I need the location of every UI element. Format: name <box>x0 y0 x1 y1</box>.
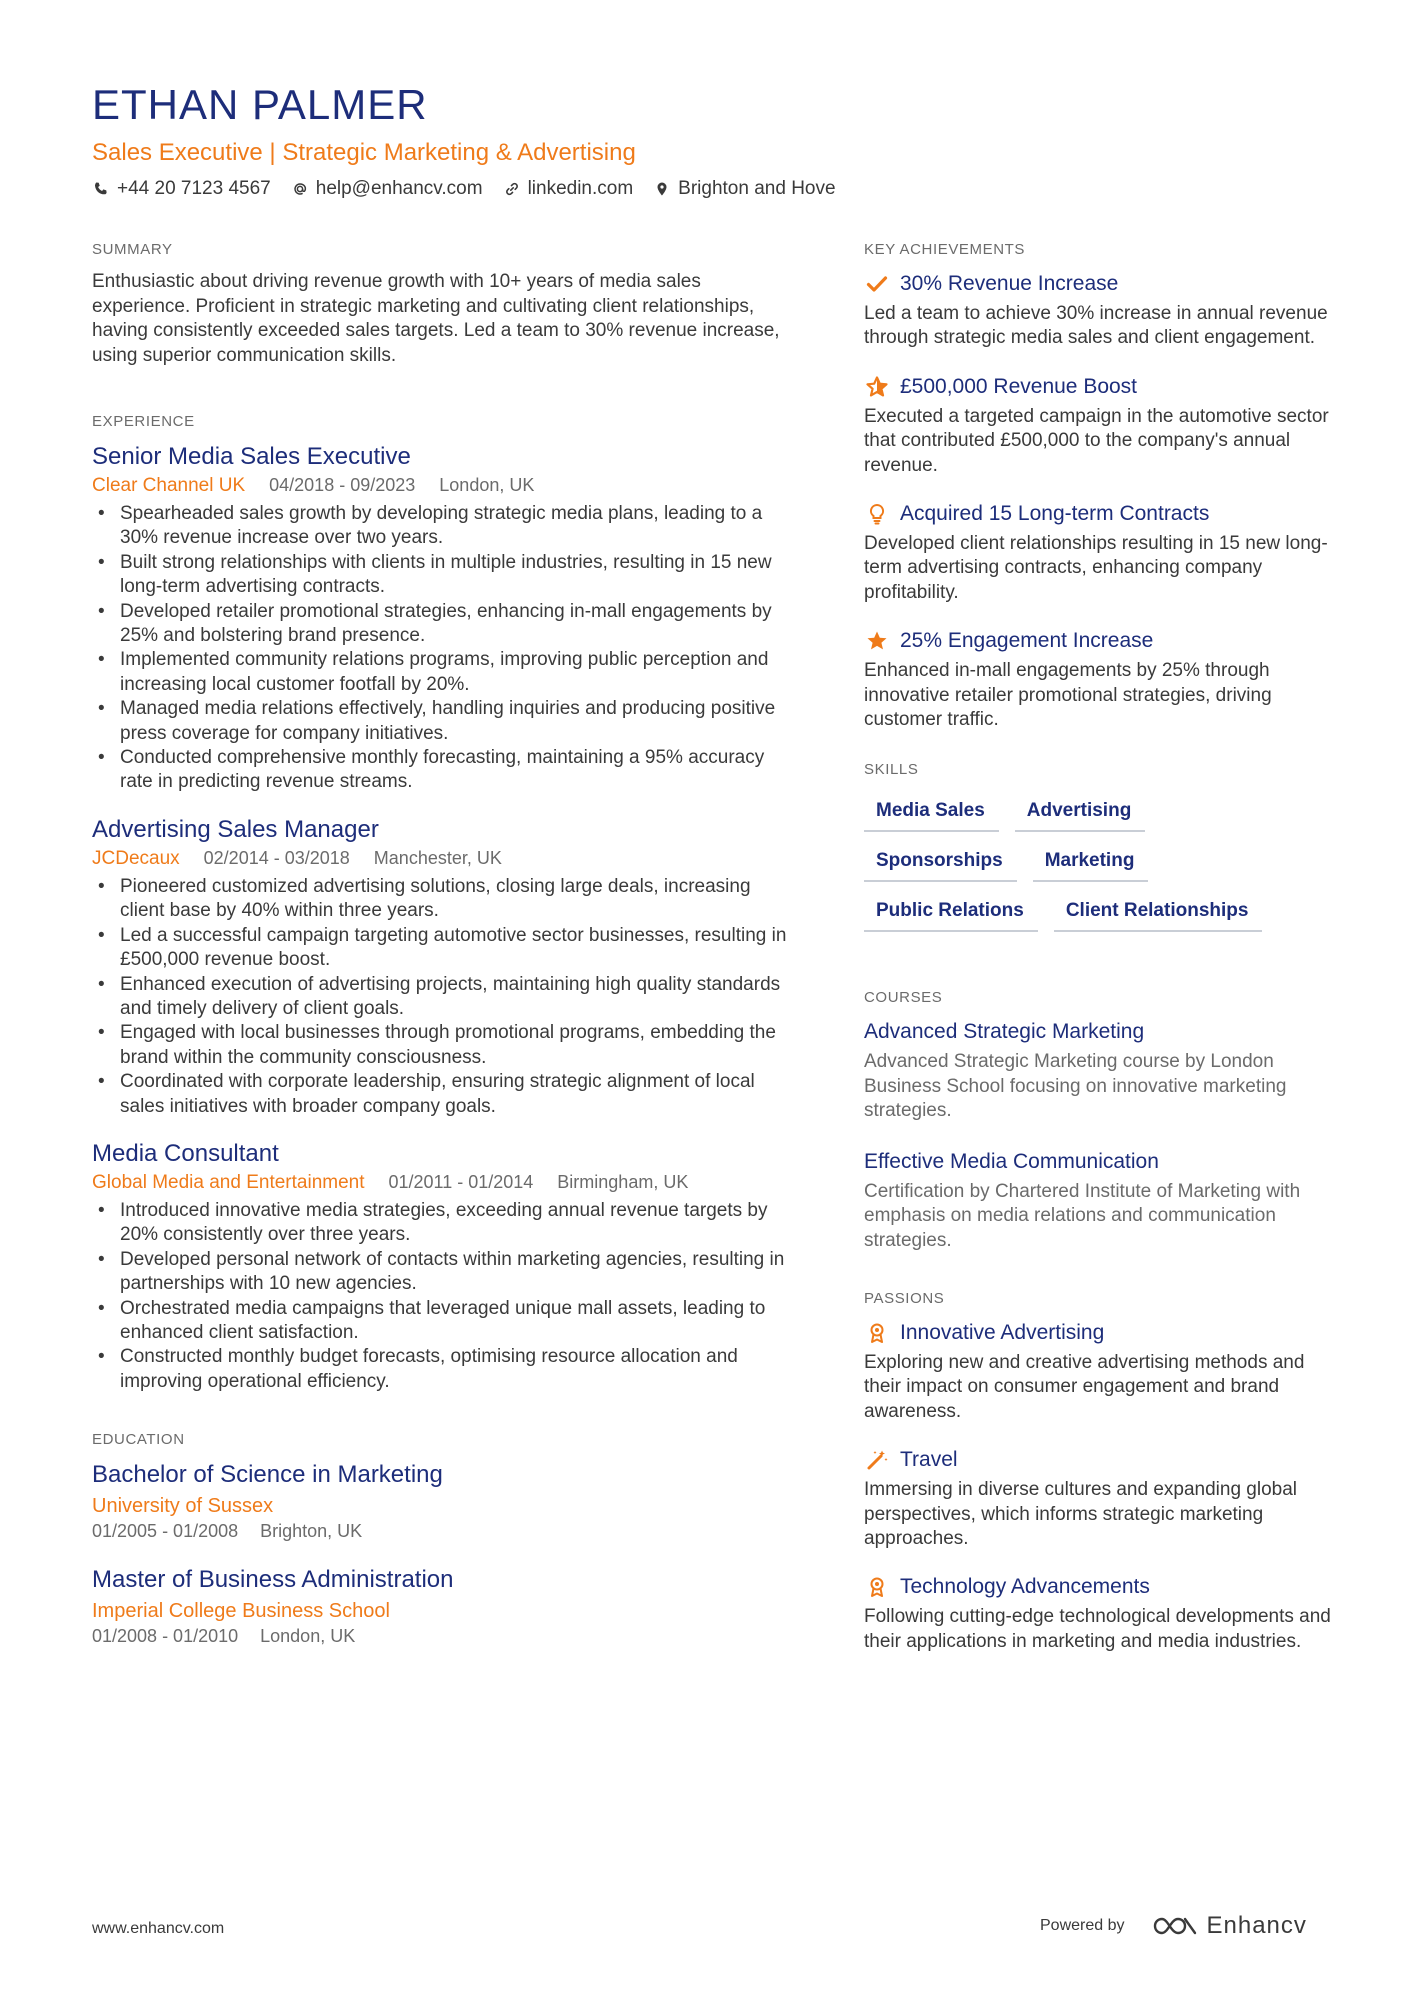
education-section <box>92 1430 792 1648</box>
contact-email[interactable] <box>291 176 483 202</box>
list-item: • Managed media relations effectively, handling inquiries and producing positive press coverage for company initiatives. <box>92 697 792 746</box>
course-description: Advanced Strategic Marketing course by London Business School focusing on innovative marketing strategies. <box>864 1051 1287 1122</box>
skill-tag: Client Relationships <box>1054 894 1263 932</box>
list-item: • Led a successful campaign targeting automotive sector businesses, resulting in £500,000 revenue boost. <box>92 924 792 973</box>
left-column <box>92 240 792 1692</box>
lightbulb-icon <box>864 501 890 527</box>
job-bullets <box>92 502 792 795</box>
job-bullets <box>92 1199 792 1394</box>
job-meta <box>92 846 792 871</box>
achievement-title: £500,000 Revenue Boost <box>900 374 1138 398</box>
education-location: Brighton, UK <box>260 1521 363 1542</box>
resume-header <box>92 80 1332 202</box>
passion-title: Innovative Advertising <box>900 1320 1105 1344</box>
job-meta <box>92 473 792 498</box>
contact-phone-text: +44 20 7123 4567 <box>117 178 271 199</box>
job-entry <box>92 1139 792 1394</box>
passion-description: Immersing in diverse cultures and expanding global perspectives, which informs strategic marketing approaches. <box>864 1479 1298 1549</box>
job-dates: 04/2018 - 09/2023 <box>269 475 416 495</box>
passion-item <box>864 1446 1334 1551</box>
star-outline-icon <box>864 374 890 400</box>
achievement-item <box>864 627 1334 732</box>
list-item: • Built strong relationships with clients in multiple industries, resulting in 15 new long-term advertising contracts. <box>92 551 792 600</box>
contact-linkedin[interactable] <box>503 176 634 202</box>
link-icon <box>503 180 521 198</box>
skill-tag: Sponsorships <box>864 844 1017 882</box>
skill-tag: Media Sales <box>864 794 999 832</box>
job-dates: 02/2014 - 03/2018 <box>203 847 350 868</box>
job-location: Birmingham, UK <box>557 1171 689 1192</box>
contact-email-text: help@enhancv.com <box>315 178 483 199</box>
job-company: JCDecaux <box>92 847 180 869</box>
education-degree: Master of Business Administration <box>92 1566 454 1594</box>
skill-tag: Marketing <box>1033 844 1149 882</box>
achievement-description: Enhanced in-mall engagements by 25% through innovative retailer promotional strategies, driving customer traffic. <box>864 660 1272 731</box>
list-item: • Spearheaded sales growth by developing strategic media plans, leading to a 30% revenue increase over two years. <box>92 502 792 551</box>
summary-section <box>92 240 792 368</box>
achievement-title: Acquired 15 Long-term Contracts <box>900 502 1210 526</box>
education-location: London, UK <box>260 1626 356 1647</box>
job-entry <box>92 815 792 1119</box>
job-title: Advertising Sales Manager <box>92 815 379 843</box>
star-filled-icon <box>864 628 890 654</box>
education-school: University of Sussex <box>92 1495 274 1518</box>
checkmark-icon <box>864 271 890 297</box>
award-ribbon-icon <box>864 1320 890 1346</box>
course-item <box>864 1148 1334 1253</box>
passion-item <box>864 1573 1334 1654</box>
enhancv-logo-icon <box>1151 1913 1199 1939</box>
list-item: • Orchestrated media campaigns that leveraged unique mall assets, leading to enhanced client satisfaction. <box>92 1297 792 1346</box>
contact-phone[interactable] <box>92 176 271 202</box>
contact-location-text: Brighton and Hove <box>678 178 836 199</box>
location-pin-icon <box>653 180 671 198</box>
footer-branding <box>1040 1912 1307 1940</box>
award-ribbon-icon <box>864 1574 890 1600</box>
education-entry <box>92 1565 792 1648</box>
job-entry <box>92 442 792 795</box>
list-item: • Pioneered customized advertising solutions, closing large deals, increasing client base by 40% within three years. <box>92 875 792 924</box>
list-item: • Developed retailer promotional strategies, enhancing in-mall engagements by 25% and bolstering brand presence. <box>92 600 792 649</box>
job-title: Senior Media Sales Executive <box>92 443 411 470</box>
courses-heading: COURSES <box>864 989 943 1007</box>
job-dates: 01/2011 - 01/2014 <box>388 1171 534 1192</box>
list-item: • Conducted comprehensive monthly forecasting, maintaining a 95% accuracy rate in predicting revenue streams. <box>92 746 792 795</box>
summary-heading: SUMMARY <box>92 241 173 258</box>
skills-list <box>864 794 1304 944</box>
achievement-title: 25% Engagement Increase <box>900 629 1154 653</box>
contact-location <box>653 176 835 202</box>
achievement-description: Led a team to achieve 30% increase in annual revenue through strategic media sales and client engagement. <box>864 303 1328 349</box>
right-column <box>864 240 1334 1698</box>
skills-heading: SKILLS <box>864 761 919 779</box>
list-item: • Engaged with local businesses through promotional programs, embedding the brand within the community consciousness. <box>92 1021 792 1070</box>
achievement-item <box>864 373 1334 478</box>
achievement-description: Developed client relationships resulting in 15 new long-term advertising contracts, enhancing company profitability. <box>864 533 1328 603</box>
phone-icon <box>92 180 110 198</box>
education-heading: EDUCATION <box>92 1431 185 1449</box>
job-meta <box>92 1170 792 1195</box>
passion-item <box>864 1319 1334 1424</box>
achievement-title: 30% Revenue Increase <box>900 272 1119 295</box>
course-title: Effective Media Communication <box>864 1149 1159 1173</box>
job-bullets <box>92 875 792 1119</box>
skill-tag: Advertising <box>1015 794 1146 832</box>
education-school: Imperial College Business School <box>92 1600 390 1623</box>
list-item: • Enhanced execution of advertising projects, maintaining high quality standards and timely delivery of client goals. <box>92 973 792 1022</box>
education-meta <box>92 1624 792 1648</box>
list-item: • Coordinated with corporate leadership, ensuring strategic alignment of local sales initiatives with broader company goals. <box>92 1070 792 1119</box>
education-meta <box>92 1519 792 1543</box>
skills-section <box>864 760 1334 944</box>
job-location: London, UK <box>439 475 535 495</box>
skill-tag: Public Relations <box>864 894 1038 932</box>
job-title: Media Consultant <box>92 1139 279 1167</box>
powered-by-label: Powered by <box>1040 1917 1125 1934</box>
experience-section <box>92 412 792 1394</box>
achievements-heading: KEY ACHIEVEMENTS <box>864 241 1026 258</box>
passion-title: Technology Advancements <box>900 1575 1150 1599</box>
contact-bar <box>92 176 1332 202</box>
achievements-section <box>864 240 1334 732</box>
magic-wand-icon <box>864 1447 890 1473</box>
passion-title: Travel <box>900 1448 958 1472</box>
education-degree: Bachelor of Science in Marketing <box>92 1461 443 1489</box>
job-company: Clear Channel UK <box>92 475 246 496</box>
course-description: Certification by Chartered Institute of Marketing with emphasis on media relations and communication strategies. <box>864 1180 1301 1251</box>
candidate-headline: Sales Executive | Strategic Marketing & Advertising <box>92 139 636 166</box>
education-dates: 01/2005 - 01/2008 <box>92 1521 239 1542</box>
achievement-item <box>864 500 1334 605</box>
summary-text: Enthusiastic about driving revenue growth with 10+ years of media sales experience. Proficient in strategic marketing and cultivating client relationships, having consistently exceeded sales targets. Led a team to 30% revenue increase, using superior communication skills. <box>92 271 780 366</box>
at-icon <box>291 180 309 198</box>
list-item: • Introduced innovative media strategies, exceeding annual revenue targets by 20% consistently over three years. <box>92 1199 792 1248</box>
job-company: Global Media and Entertainment <box>92 1171 365 1193</box>
passion-description: Exploring new and creative advertising methods and their impact on consumer engagement and brand awareness. <box>864 1351 1305 1422</box>
candidate-name: ETHAN PALMER <box>92 81 428 128</box>
education-entry <box>92 1460 792 1543</box>
list-item: • Developed personal network of contacts within marketing agencies, resulting in partnerships with 10 new agencies. <box>92 1248 792 1297</box>
passion-description: Following cutting-edge technological developments and their applications in marketing and media industries. <box>864 1606 1331 1652</box>
brand-name: Enhancv <box>1206 1912 1307 1939</box>
footer-website[interactable]: www.enhancv.com <box>92 1920 225 1937</box>
contact-linkedin-text: linkedin.com <box>527 178 634 199</box>
brand-logo[interactable] <box>1151 1912 1307 1940</box>
course-item <box>864 1018 1334 1123</box>
job-location: Manchester, UK <box>373 847 502 868</box>
course-title: Advanced Strategic Marketing <box>864 1020 1145 1044</box>
achievement-description: Executed a targeted campaign in the automotive sector that contributed £500,000 to the company's annual revenue. <box>864 405 1329 476</box>
education-dates: 01/2008 - 01/2010 <box>92 1626 239 1647</box>
list-item: • Constructed monthly budget forecasts, optimising resource allocation and improving operational efficiency. <box>92 1345 792 1394</box>
list-item: • Implemented community relations programs, improving public perception and increasing local customer footfall by 20%. <box>92 648 792 697</box>
experience-heading: EXPERIENCE <box>92 413 195 430</box>
courses-section <box>864 988 1334 1252</box>
passions-heading: PASSIONS <box>864 1289 945 1307</box>
passions-section <box>864 1289 1334 1654</box>
achievement-item <box>864 270 1334 351</box>
